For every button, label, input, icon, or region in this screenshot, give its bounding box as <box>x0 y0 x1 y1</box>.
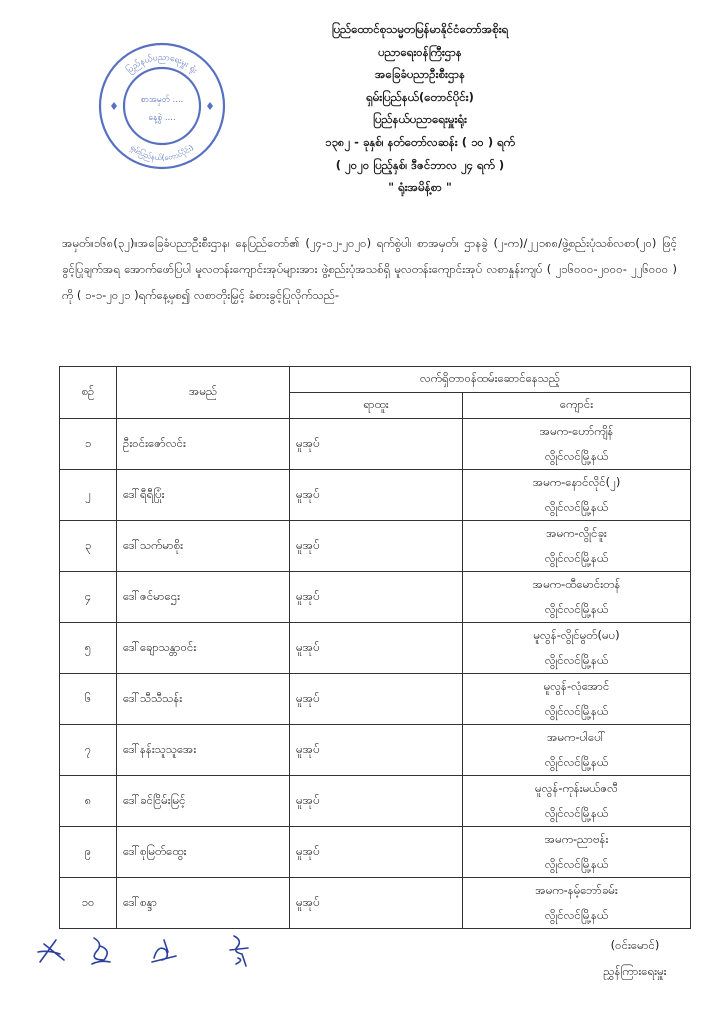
signature-mark-2 <box>92 938 110 964</box>
row-serial: ၂ <box>60 470 117 521</box>
signatory-name: (ဝင်းမောင်) <box>610 938 660 952</box>
table-row <box>60 521 691 572</box>
header-office: ပြည်နယ်ပညာရေးမှူးရုံး <box>373 112 467 127</box>
table-row <box>60 725 691 776</box>
row-name: ဒေါ်သက်မာစိုး <box>117 521 290 572</box>
table-row <box>60 470 691 521</box>
row-name: ဒေါ်သီသီသန်း <box>117 674 290 725</box>
header-order-title: " ရုံးအမိန့်စာ " <box>388 180 452 195</box>
row-school: မူလွန်-လွိုင်မွတ်(မပ) <box>533 628 620 642</box>
table-row <box>60 623 691 674</box>
row-school-cell <box>463 470 691 521</box>
row-serial: ၃ <box>60 521 117 572</box>
row-township: လွိုင်လင်မြို့နယ် <box>544 806 609 820</box>
row-township: လွိုင်လင်မြို့နယ် <box>544 908 609 922</box>
signatory-block <box>560 932 710 984</box>
table-row <box>60 572 691 623</box>
row-name: ဦးဝင်းဇော်လင်း <box>117 419 290 470</box>
table-row <box>60 827 691 878</box>
stamp-ring-bottom: ရှမ်းပြည်နယ်(တောင်ပိုင်း) <box>128 142 196 163</box>
order-paragraph: အမှတ်။၁၆၈(၃၂)။အခြေခံပညာဦးစီးဌာန၊ နေပြည်တော်၏ (၂၄-၁၂-၂၀၂၀) ရက်စွဲပါ၊ စာအမှတ်၊ ဌာနခွဲ (၂-က)/၂၂၁၈၈/ဖွဲ့စည်းပုံသစ်လစာ(၂၀) ဖြင့် ခွင့်ပြုချက်အရ အောက်ဖော်ပြပါ မူလတန်းကျောင်းအုပ်များအား ဖွဲ့စည်းပုံအသစ်ရှိ မူလတန်းကျောင်းအုပ် လစာနှုန်းကျပ် ( ၂၁၆၀၀၀-၂၀၀၀- ၂၂၆၀၀၀ ) ကို ( ၁-၁-၂၀၂၁ )ရက်နေ့မှစ၍ လစာတိုးမြှင့် ခံစားခွင့်ပြုလိုက်သည်- <box>62 236 677 302</box>
row-school-cell <box>463 623 691 674</box>
header-serial: စဉ် <box>60 367 117 419</box>
table-row <box>60 419 691 470</box>
row-township: လွိုင်လင်မြို့နယ် <box>544 857 609 871</box>
row-school-cell <box>463 725 691 776</box>
row-rank: မူအုပ် <box>290 725 463 776</box>
row-school-cell <box>463 776 691 827</box>
row-school-cell <box>463 419 691 470</box>
row-school-cell <box>463 827 691 878</box>
row-serial: ၈ <box>60 776 117 827</box>
header-department: အခြေခံပညာဦးစီးဌာန <box>374 67 466 82</box>
row-school: အမက-နမ့်ဘော်ခမ်း <box>535 883 618 897</box>
row-township: လွိုင်လင်မြို့နယ် <box>544 602 609 616</box>
stamp-star-left <box>111 102 117 110</box>
row-serial: ၄ <box>60 572 117 623</box>
row-school-cell <box>463 878 691 929</box>
header-current-post: လက်ရှိတာဝန်ထမ်းဆောင်နေသည့် <box>290 367 691 393</box>
row-rank: မူအုပ် <box>290 878 463 929</box>
row-serial: ၁ <box>60 419 117 470</box>
header-school: ကျောင်း <box>463 393 691 419</box>
header-myanmar-date: ၁၃၈၂ - ခုနှစ်၊ နတ်တော်လဆန်း ( ၁၀ ) ရက် <box>324 134 516 149</box>
letterhead <box>210 18 630 199</box>
header-name: အမည် <box>117 367 290 419</box>
row-school: အမက-ညာဗန်း <box>544 832 609 846</box>
row-school: မူလွန်-လုံအောင် <box>543 679 610 693</box>
row-school-cell <box>463 521 691 572</box>
row-name: ဒေါ်ခင်ငြိမ်းမြင့် <box>117 776 290 827</box>
row-rank: မူအုပ် <box>290 521 463 572</box>
table-row <box>60 776 691 827</box>
row-township: လွိုင်လင်မြို့နယ် <box>544 449 609 463</box>
svg-text:ရှမ်းပြည်နယ်(တောင်ပိုင်း) <box>128 143 195 163</box>
row-rank: မူအုပ် <box>290 827 463 878</box>
row-serial: ၁၀ <box>60 878 117 929</box>
row-name: ဒေါ်ဇင်မာဌေး <box>117 572 290 623</box>
row-school-cell <box>463 572 691 623</box>
row-name: ဒေါ်စန္ဒာ <box>117 878 290 929</box>
row-township: လွိုင်လင်မြို့နယ် <box>544 653 609 667</box>
header-rank: ရာထူး <box>290 393 463 419</box>
row-school: မူလွန်-ကုန်းမယ်ဇလီ <box>535 781 618 795</box>
signature-mark-1 <box>38 940 64 962</box>
signature-mark-4 <box>230 936 248 966</box>
row-school: အမက-ဟော်ကျိန် <box>539 424 614 438</box>
header-ministry: ပညာရေးဝန်ကြီးဌာန <box>378 44 462 59</box>
row-rank: မူအုပ် <box>290 419 463 470</box>
row-name: ဒေါ်ရီရီပြုံး <box>117 470 290 521</box>
signature-mark-3 <box>152 940 176 962</box>
row-rank: မူအုပ် <box>290 572 463 623</box>
header-gregorian-date: ( ၂၀၂၀ ပြည့်နှစ်၊ ဒီဇင်ဘာလ ၂၄ ရက် ) <box>335 157 505 172</box>
row-rank: မူအုပ် <box>290 776 463 827</box>
stamp-line-1: စာအမှတ် .... <box>140 95 184 105</box>
row-name: ဒေါ်စုမြတ်ထွေး <box>117 827 290 878</box>
row-township: လွိုင်လင်မြို့နယ် <box>544 704 609 718</box>
row-serial: ၆ <box>60 674 117 725</box>
row-school: အမက-ပါပေါ် <box>546 730 607 744</box>
stamp-ring-text: ပြည်နယ်ပညာရေးမှူး ရုံး <box>124 52 200 76</box>
initials-signatures <box>34 930 264 970</box>
signatory-title: ညွှန်ကြားရေးမှူး <box>603 964 667 978</box>
row-rank: မူအုပ် <box>290 623 463 674</box>
row-serial: ၉ <box>60 827 117 878</box>
row-school: အမက-လွိုင်ခူး <box>546 526 607 540</box>
row-school-cell <box>463 674 691 725</box>
row-name: ဒေါ်နန်းသူသူအေး <box>117 725 290 776</box>
row-school: အမက-နောင်လိုင်(၂) <box>532 475 621 489</box>
staff-table <box>59 366 691 929</box>
header-government: ပြည်ထောင်စုသမ္မတမြန်မာနိုင်ငံတော်အစိုးရ <box>331 22 509 36</box>
row-serial: ၇ <box>60 725 117 776</box>
row-school: အမက-ထီမောင်းတန် <box>532 577 621 591</box>
row-rank: မူအုပ် <box>290 674 463 725</box>
row-township: လွိုင်လင်မြို့နယ် <box>544 551 609 565</box>
table-row <box>60 674 691 725</box>
official-stamp <box>96 40 228 172</box>
row-name: ဒေါ်ချောသန္တာဝင်း <box>117 623 290 674</box>
row-township: လွိုင်လင်မြို့နယ် <box>544 755 609 769</box>
stamp-line-2: နေ့စွဲ .... <box>148 113 176 123</box>
header-state: ရှမ်းပြည်နယ်(တောင်ပိုင်း) <box>366 89 474 104</box>
row-rank: မူအုပ် <box>290 470 463 521</box>
row-township: လွိုင်လင်မြို့နယ် <box>544 500 609 514</box>
row-serial: ၅ <box>60 623 117 674</box>
svg-text:ပြည်နယ်ပညာရေးမှူး ရုံး <box>123 53 199 77</box>
table-header-row <box>60 367 691 393</box>
table-row <box>60 878 691 929</box>
